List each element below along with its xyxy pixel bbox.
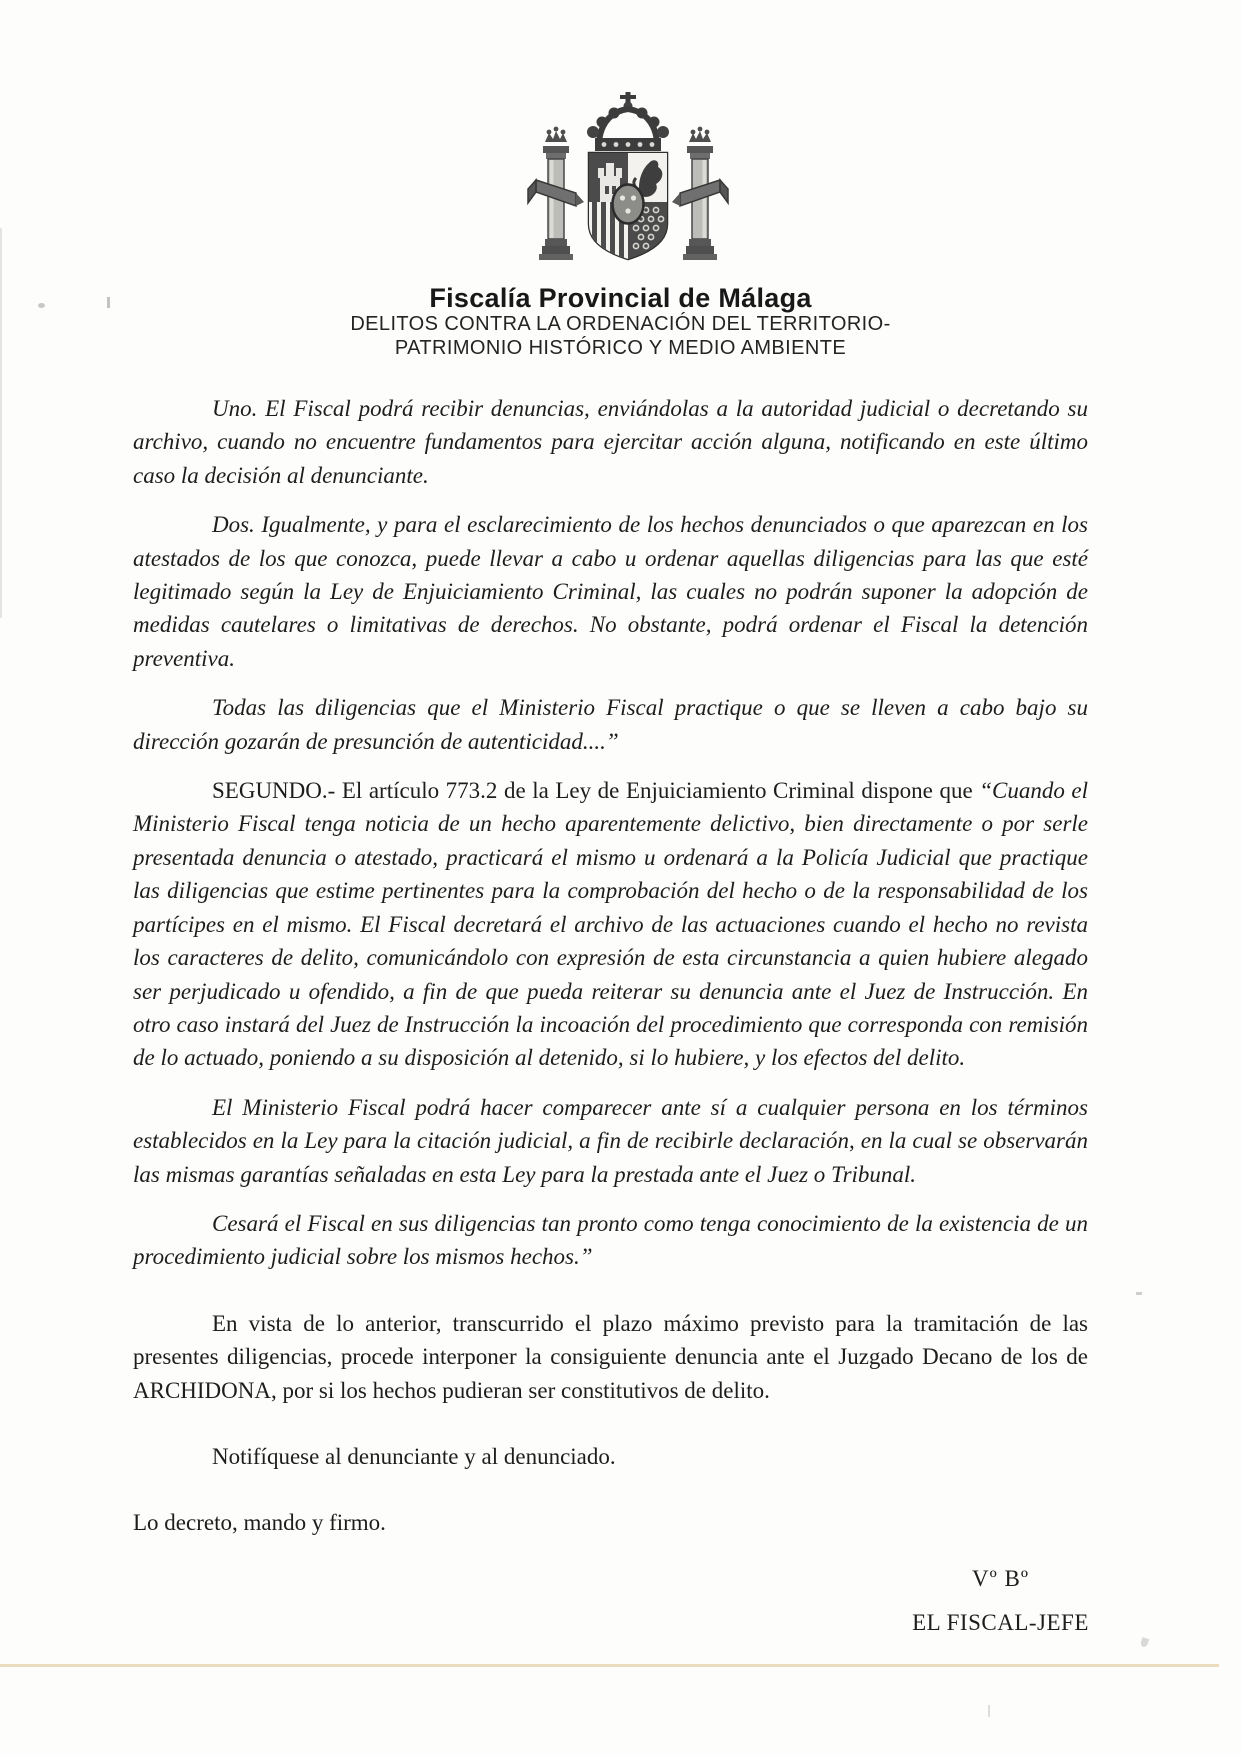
signer-role: EL FISCAL-JEFE	[912, 1610, 1089, 1635]
paragraph-cesara: Cesará el Fiscal en sus diligencias tan pronto como tenga conocimiento de la existencia de un procedimiento judicial sobre los mismos hechos.”	[133, 1210, 1088, 1270]
paragraph-dos: Dos. Igualmente, y para el esclarecimiento de los hechos denunciados o que aparezcan en los atestados de los que conozca, puede llevar a cabo u ordenar aquellas diligencias para las que esté legitimado según la Ley de Enjuiciamiento Criminal, las cuales no podrán suponer la adopción de medidas cautelares o limitativas de derechos. No obstante, podrá ordenar el Fiscal la detención preventiva.	[133, 512, 1088, 671]
org-title: Fiscalía Provincial de Málaga	[429, 283, 812, 313]
paragraph-todas: Todas las diligencias que el Ministerio Fiscal practique o que se lleven a cabo bajo su dirección gozarán de presunción de autenticidad....”	[133, 695, 1088, 754]
segundo-quote-text: “Cuando el Ministerio Fiscal tenga noticia de un hecho aparentemente delictivo, bien directamente o por serle presentada denuncia o atestado, practicará el mismo u ordenará a la Policía Judicial que practique las diligencias que estime pertinentes para la comprobación del hecho o de la responsabilidad de los partícipes en el mismo. El Fiscal decretará el archivo de las actuaciones cuando el hecho no revista los caracteres de delito, comunicándolo con expresión de esta circunstancia a quien hubiere alegado ser perjudicado u ofendido, a fin de que pueda reiterar su denuncia ante el Juez de Instrucción. En otro caso instará del Juez de Instrucción la incoación del procedimiento que corresponda con remisión de lo actuado, poniendo a su disposición al detenido, si lo hubiere, y los efectos del delito.	[133, 778, 1088, 1071]
org-subtitle-line1: DELITOS CONTRA LA ORDENACIÓN DEL TERRITORIO-	[350, 313, 891, 335]
scan-speck	[1136, 1292, 1142, 1295]
paragraph-uno: Uno. El Fiscal podrá recibir denuncias, enviándolas a la autoridad judicial o decretando su archivo, cuando no encuentre fundamentos para ejercitar acción alguna, notificando en este último caso la decisión al denunciante.	[133, 396, 1088, 488]
letterhead	[0, 283, 1241, 360]
signature-block	[828, 1566, 1173, 1636]
paragraph-lodecreto: Lo decreto, mando y firmo.	[133, 1510, 386, 1536]
paragraph-notifiquese: Notifíquese al denunciante y al denunciado.	[212, 1443, 616, 1469]
segundo-lead-text: SEGUNDO.- El artículo 773.2 de la Ley de Enjuiciamiento Criminal dispone que	[212, 778, 980, 804]
visto-bueno-label: Vº Bº	[972, 1566, 1029, 1591]
spanish-coat-of-arms-icon	[512, 90, 744, 292]
paragraph-envista: En vista de lo anterior, transcurrido el plazo máximo previsto para la tramitación de las presentes diligencias, procede interponer la consiguiente denuncia ante el Juzgado Decano de los de ARCHIDONA, por si los hechos pudieran ser constitutivos de delito.	[133, 1310, 1088, 1403]
paragraph-ministerio: El Ministerio Fiscal podrá hacer comparecer ante sí a cualquier persona en los términos establecidos en la Ley para la citación judicial, a fin de recibirle declaración, en la cual se observarán las mismas garantías señaladas en esta Ley para la prestada ante el Juez o Tribunal.	[133, 1094, 1088, 1187]
org-subtitle-line2: PATRIMONIO HISTÓRICO Y MEDIO AMBIENTE	[394, 336, 847, 359]
scan-speck	[988, 1705, 990, 1717]
scan-speck	[1140, 1637, 1149, 1648]
document-body	[133, 392, 1088, 1556]
paragraph-segundo	[133, 774, 1088, 1075]
scan-edge-bottom-artifact	[0, 1664, 1219, 1667]
